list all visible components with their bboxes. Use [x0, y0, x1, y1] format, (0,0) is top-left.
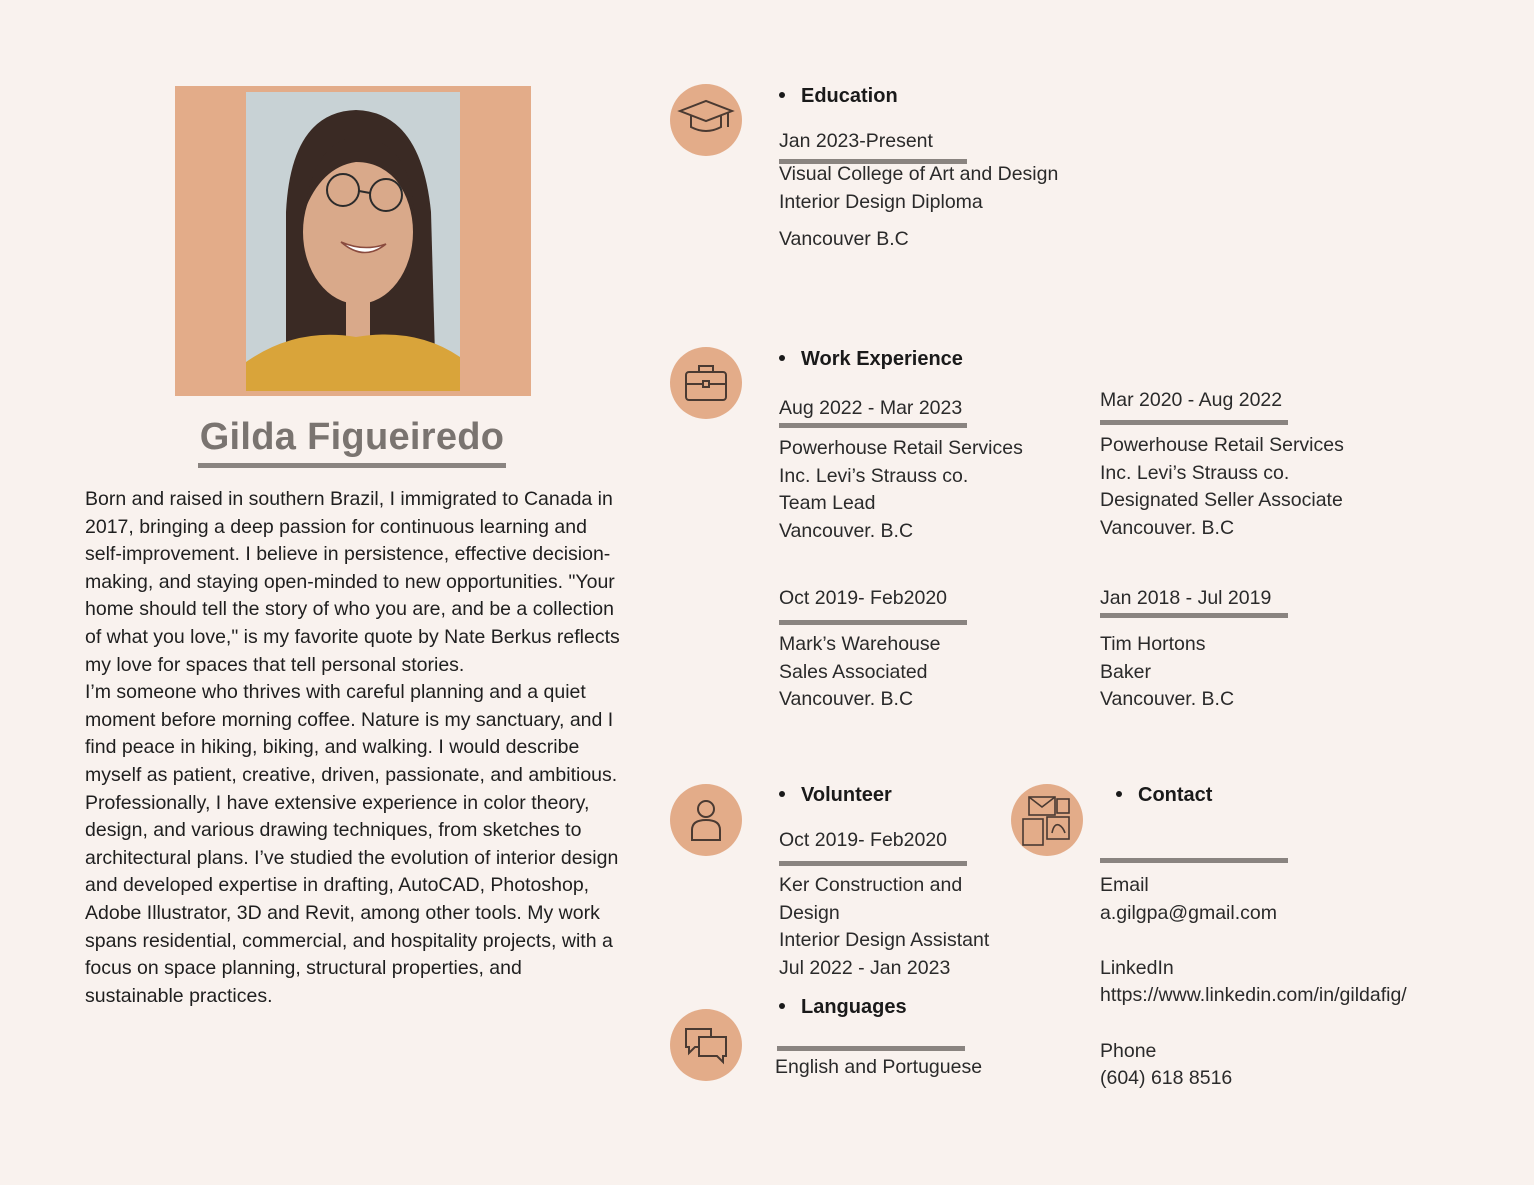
- bullet-dot: [779, 1003, 785, 1009]
- profile-photo: [246, 92, 460, 391]
- job-date-rule: [1100, 613, 1288, 618]
- job-location: Vancouver. B.C: [779, 688, 914, 711]
- volunteer-title-text: Volunteer: [801, 784, 892, 806]
- job-date-rule: [779, 620, 967, 625]
- languages-rule: [777, 1046, 965, 1051]
- job-details: [779, 435, 1023, 545]
- education-title-text: Education: [801, 85, 898, 107]
- job-role: Sales Associated: [779, 660, 928, 683]
- bio-paragraph: Born and raised in southern Brazil, I immigrated to Canada in 2017, bringing a deep passion for continuous learning and self-improvement. I believe in persistence, effective decision-making, and staying open-minded to new opportunities. "Your home should tell the story of who you are, and be a collection of what you love," is my favorite quote by Nate Berkus reflects my love for spaces that tell personal stories.: [85, 488, 620, 676]
- bullet-dot: [779, 92, 785, 98]
- bio-paragraph: Professionally, I have extensive experience in color theory, design, and various drawing techniques, from sketches to architectural plans. I’ve studied the evolution of interior design and developed expertise in drafting, AutoCAD, Photoshop, Adobe Illustrator, 3D and Revit, among other tools. My work spans residential, commercial, and hospitality projects, with a focus on space planning, structural properties, and sustainable practices.: [85, 791, 619, 1007]
- volunteer-details: [779, 872, 989, 982]
- education-icon-circle: [670, 84, 742, 156]
- job-role: Designated Seller Associate: [1100, 489, 1343, 512]
- job-details: [1100, 631, 1234, 714]
- education-details: [779, 161, 1058, 216]
- volunteer-period: Jul 2022 - Jan 2023: [779, 956, 951, 979]
- volunteer-role: Interior Design Assistant: [779, 929, 990, 952]
- spacer: [1100, 927, 1407, 955]
- contact-title: [1116, 784, 1212, 807]
- volunteer-icon-circle: [670, 784, 742, 856]
- job-company-line2: Inc. Levi’s Strauss co.: [779, 464, 969, 487]
- contact-collage-icon: [1021, 793, 1073, 847]
- languages-title: [779, 996, 907, 1019]
- chat-bubbles-icon: [683, 1025, 729, 1065]
- job-role: Baker: [1100, 660, 1151, 683]
- work-title: [779, 348, 963, 371]
- education-program: Interior Design Diploma: [779, 190, 983, 213]
- bio-paragraph: I’m someone who thrives with careful planning and a quiet moment before morning coffee. Nature is my sanctuary, and I find peace in hiking, biking, and walking. I would describe myself as patient, creative, driven, passionate, and ambitious.: [85, 681, 618, 786]
- volunteer-date: Oct 2019- Feb2020: [779, 829, 948, 851]
- job-date: Jan 2018 - Jul 2019: [1100, 587, 1272, 609]
- volunteer-date-rule: [779, 861, 967, 866]
- spacer: [1100, 1010, 1407, 1038]
- job-company-line2: Inc. Levi’s Strauss co.: [1100, 461, 1290, 484]
- languages-icon-circle: [670, 1009, 742, 1081]
- education-date: Jan 2023-Present: [779, 130, 933, 152]
- job-location: Vancouver. B.C: [779, 519, 914, 542]
- briefcase-icon: [683, 362, 729, 404]
- name-underline: [198, 463, 506, 468]
- contact-phone-label: Phone: [1100, 1039, 1157, 1062]
- contact-linkedin[interactable]: https://www.linkedin.com/in/gildafig/: [1100, 984, 1407, 1007]
- job-date: Mar 2020 - Aug 2022: [1100, 389, 1283, 411]
- name-heading: Gilda Figueiredo: [199, 416, 505, 458]
- graduation-cap-icon: [676, 97, 736, 143]
- bullet-dot: [1116, 791, 1122, 797]
- job-company: Mark’s Warehouse: [779, 633, 941, 655]
- job-date-rule: [1100, 420, 1288, 425]
- education-school: Visual College of Art and Design: [779, 163, 1059, 185]
- job-date: Aug 2022 - Mar 2023: [779, 397, 963, 419]
- contact-phone: (604) 618 8516: [1100, 1067, 1233, 1090]
- job-location: Vancouver. B.C: [1100, 688, 1235, 711]
- work-title-text: Work Experience: [801, 348, 963, 370]
- job-role: Team Lead: [779, 492, 876, 515]
- job-location: Vancouver. B.C: [1100, 516, 1235, 539]
- volunteer-title: [779, 784, 892, 807]
- contact-details: [1100, 872, 1407, 1093]
- bio-text: [85, 486, 625, 1010]
- volunteer-org-line2: Design: [779, 901, 840, 924]
- languages-title-text: Languages: [801, 996, 907, 1018]
- work-icon-circle: [670, 347, 742, 419]
- contact-title-text: Contact: [1138, 784, 1213, 806]
- job-company: Powerhouse Retail Services: [1100, 434, 1344, 456]
- job-company: Tim Hortons: [1100, 633, 1206, 655]
- person-icon: [688, 798, 724, 842]
- job-date: Oct 2019- Feb2020: [779, 587, 948, 609]
- job-details: [779, 631, 940, 714]
- job-details: [1100, 432, 1344, 542]
- contact-linkedin-label: LinkedIn: [1100, 956, 1174, 979]
- contact-email[interactable]: a.gilgpa@gmail.com: [1100, 901, 1277, 924]
- job-date-rule: [779, 423, 967, 428]
- contact-icon-circle: [1011, 784, 1083, 856]
- contact-email-label: Email: [1100, 874, 1149, 896]
- education-title: [779, 85, 898, 108]
- education-location: Vancouver B.C: [779, 228, 909, 250]
- volunteer-org: Ker Construction and: [779, 874, 963, 896]
- languages-value: English and Portuguese: [775, 1056, 983, 1078]
- bullet-dot: [779, 791, 785, 797]
- bullet-dot: [779, 355, 785, 361]
- job-company: Powerhouse Retail Services: [779, 437, 1023, 459]
- contact-rule: [1100, 858, 1288, 863]
